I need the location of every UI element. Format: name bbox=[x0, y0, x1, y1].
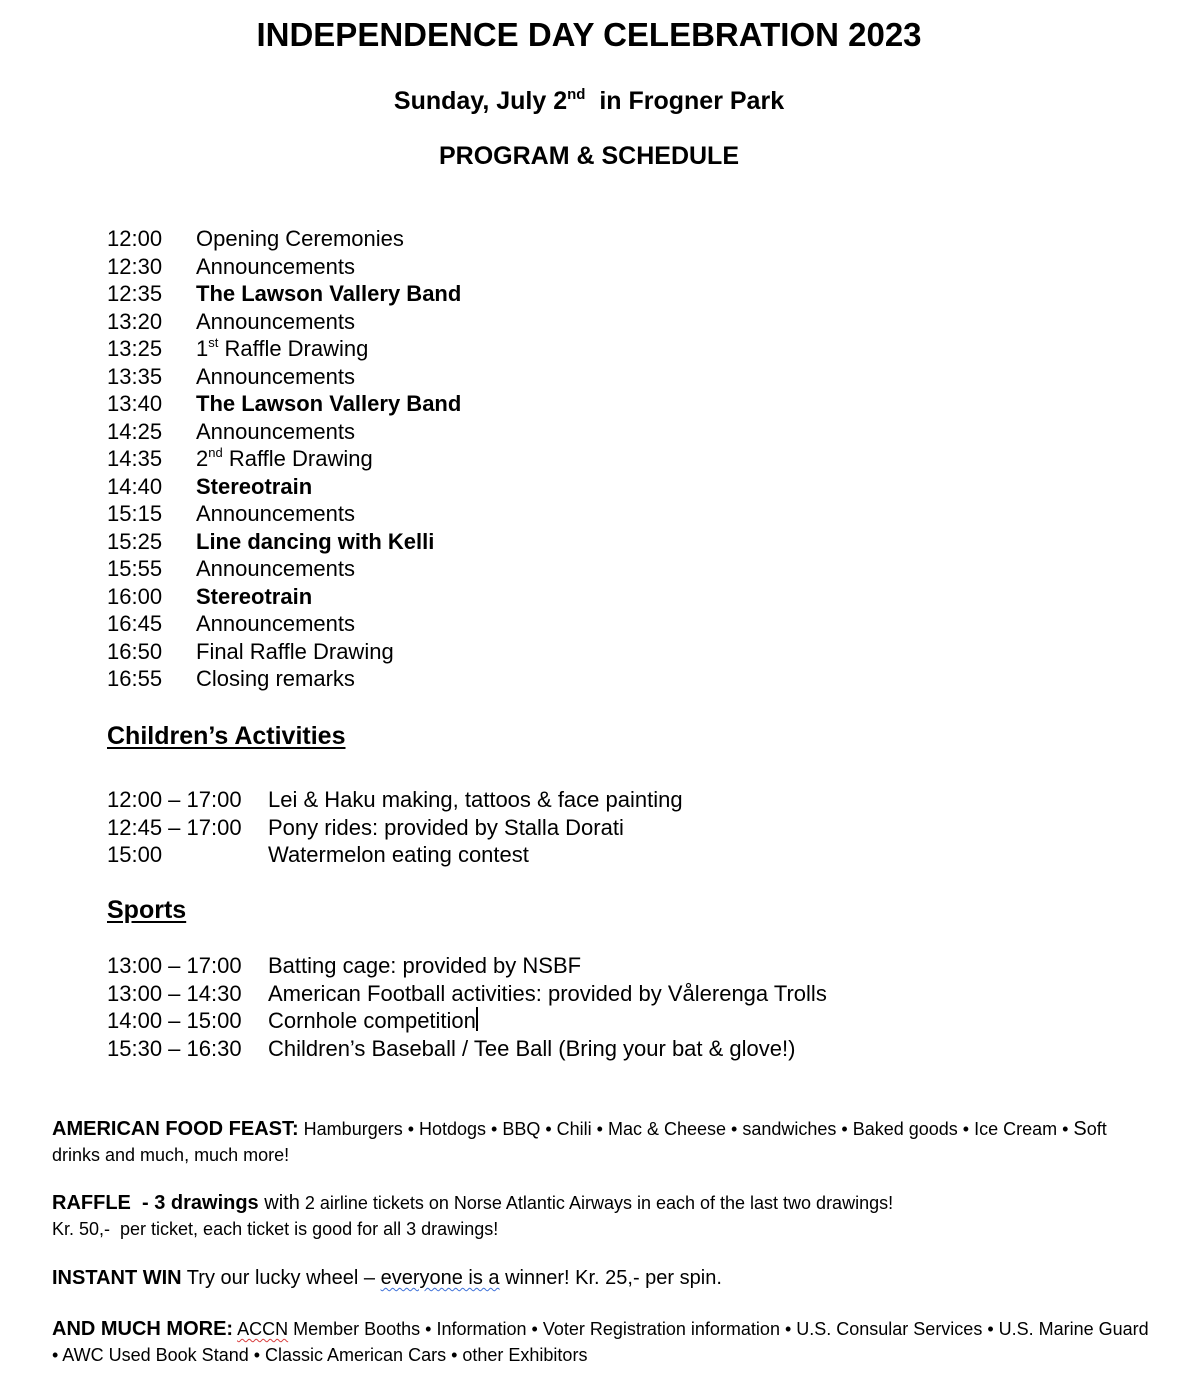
instant-win-paragraph bbox=[52, 1265, 1152, 1291]
schedule-event: Final Raffle Drawing bbox=[196, 638, 394, 664]
schedule-event: Opening Ceremonies bbox=[196, 226, 404, 251]
sports-heading: Sports bbox=[107, 896, 187, 924]
schedule-row bbox=[107, 253, 461, 281]
food-feast-label: AMERICAN FOOD FEAST: bbox=[52, 1118, 299, 1140]
activity-description: Batting cage: provided by NSBF bbox=[268, 953, 582, 978]
activity-time-range: 13:00 – 17:00 bbox=[107, 953, 242, 978]
raffle-prize: 2 airline tickets on Norse Atlantic Airways in each of the last two drawings! bbox=[299, 1193, 894, 1213]
activity-time-range: 15:30 – 16:30 bbox=[107, 1035, 242, 1061]
schedule-event: Closing remarks bbox=[196, 666, 355, 691]
schedule-event bbox=[196, 335, 368, 363]
schedule-time: 15:15 bbox=[107, 501, 163, 526]
much-more-items: Member Booths • Information • Voter Registration information • U.S. Consular Services • U.S. Marine Guard • AWC Used Book Stand • Classic American Cars • other Exhibitors bbox=[52, 1319, 1154, 1365]
activity-row bbox=[107, 952, 827, 980]
schedule-time: 13:25 bbox=[107, 336, 163, 361]
event-date-location bbox=[0, 87, 1178, 116]
schedule-time: 16:00 bbox=[107, 583, 163, 609]
ordinal-suffix: st bbox=[208, 335, 219, 350]
schedule-time: 12:30 bbox=[107, 253, 163, 279]
instant-win-label: INSTANT WIN bbox=[52, 1267, 182, 1289]
activity-description: Pony rides: provided by Stalla Dorati bbox=[268, 814, 624, 840]
sports-list bbox=[107, 952, 827, 1062]
activity-description: Lei & Haku making, tattoos & face painting bbox=[268, 787, 683, 812]
schedule-event: Announcements bbox=[196, 611, 355, 636]
schedule-row bbox=[107, 555, 461, 583]
schedule-time: 13:20 bbox=[107, 308, 163, 334]
schedule-time: 16:45 bbox=[107, 611, 163, 636]
schedule-row bbox=[107, 665, 461, 693]
date-prefix: Sunday, July 2 bbox=[393, 87, 568, 115]
food-feast-items: Hamburgers • Hotdogs • BBQ • Chili • Mac & Cheese • sandwiches • Baked goods • Ice Cream • bbox=[298, 1119, 1074, 1139]
activity-row bbox=[107, 980, 827, 1008]
food-feast-paragraph bbox=[52, 1116, 1152, 1168]
schedule-row bbox=[107, 638, 461, 666]
activity-time-range: 15:00 bbox=[107, 842, 163, 867]
date-ordinal: nd bbox=[567, 86, 586, 103]
schedule-row bbox=[107, 225, 461, 253]
schedule-event: Announcements bbox=[196, 501, 355, 526]
location: in Frogner Park bbox=[585, 87, 785, 115]
activity-time-range: 13:00 – 14:30 bbox=[107, 980, 242, 1006]
schedule-event: The Lawson Vallery Band bbox=[196, 391, 462, 416]
schedule-time: 16:55 bbox=[107, 666, 163, 691]
schedule-time: 13:40 bbox=[107, 391, 163, 416]
activity-row bbox=[107, 1007, 827, 1035]
event-label: Raffle Drawing bbox=[222, 446, 373, 471]
schedule-row bbox=[107, 583, 461, 611]
schedule-event: The Lawson Vallery Band bbox=[196, 281, 462, 306]
program-heading: PROGRAM & SCHEDULE bbox=[438, 142, 739, 170]
activity-row bbox=[107, 786, 683, 814]
schedule-time: 14:35 bbox=[107, 446, 163, 471]
schedule-event: Announcements bbox=[196, 556, 355, 581]
activity-time-range: 12:45 – 17:00 bbox=[107, 814, 242, 840]
raffle-with: with bbox=[258, 1192, 300, 1214]
ordinal-number: 2 bbox=[196, 446, 209, 471]
ordinal-number: 1 bbox=[196, 336, 209, 361]
raffle-ticket-price: Kr. 50,- per ticket, each ticket is good for all 3 drawings! bbox=[52, 1219, 499, 1239]
schedule-time: 12:35 bbox=[107, 281, 163, 306]
spelling-flagged-word[interactable]: ACCN bbox=[237, 1319, 289, 1339]
schedule-time: 12:00 bbox=[107, 226, 163, 251]
activity-time-range: 14:00 – 15:00 bbox=[107, 1008, 242, 1033]
activity-description: Cornhole competition bbox=[268, 1008, 476, 1033]
schedule-row bbox=[107, 280, 461, 308]
schedule-event: Stereotrain bbox=[196, 583, 313, 609]
activity-row bbox=[107, 814, 683, 842]
food-feast-s: S bbox=[1073, 1118, 1087, 1140]
raffle-label: RAFFLE - 3 drawings bbox=[52, 1192, 259, 1214]
schedule-row bbox=[107, 308, 461, 336]
schedule-row bbox=[107, 445, 461, 473]
much-more-paragraph bbox=[52, 1316, 1152, 1368]
schedule-time: 14:25 bbox=[107, 418, 163, 444]
grammar-flagged-text[interactable]: everyone is a bbox=[380, 1267, 500, 1289]
schedule-time: 13:35 bbox=[107, 363, 163, 389]
activity-description: Watermelon eating contest bbox=[268, 842, 529, 867]
schedule-row bbox=[107, 418, 461, 446]
schedule-time: 15:55 bbox=[107, 556, 163, 581]
schedule-row bbox=[107, 528, 461, 556]
activity-time-range: 12:00 – 17:00 bbox=[107, 787, 242, 812]
activity-description: Children’s Baseball / Tee Ball (Bring your bat & glove!) bbox=[268, 1035, 796, 1061]
schedule-event: Announcements bbox=[196, 363, 355, 389]
document-title: INDEPENDENCE DAY CELEBRATION 2023 bbox=[256, 16, 922, 53]
instant-win-text: Try our lucky wheel – bbox=[181, 1267, 381, 1289]
schedule-event: Line dancing with Kelli bbox=[196, 528, 435, 554]
raffle-paragraph bbox=[52, 1190, 1152, 1242]
schedule-row bbox=[107, 335, 461, 363]
schedule-event: Announcements bbox=[196, 308, 355, 334]
schedule-event: Stereotrain bbox=[196, 473, 313, 499]
schedule-event: Announcements bbox=[196, 253, 355, 279]
event-label: Raffle Drawing bbox=[218, 336, 369, 361]
children-activities-list bbox=[107, 786, 683, 869]
schedule-row bbox=[107, 473, 461, 501]
schedule-time: 14:40 bbox=[107, 473, 163, 499]
schedule-row bbox=[107, 390, 461, 418]
ordinal-suffix: nd bbox=[208, 445, 223, 460]
activity-row bbox=[107, 841, 683, 869]
instant-win-price: winner! Kr. 25,- per spin. bbox=[499, 1267, 722, 1289]
program-schedule bbox=[107, 225, 461, 693]
schedule-row bbox=[107, 610, 461, 638]
schedule-event: Announcements bbox=[196, 418, 355, 444]
schedule-event bbox=[196, 445, 373, 473]
schedule-time: 15:25 bbox=[107, 528, 163, 554]
schedule-row bbox=[107, 363, 461, 391]
food-feast-more: oft drinks and much, much more! bbox=[52, 1119, 1107, 1165]
text-cursor bbox=[476, 1007, 478, 1031]
schedule-row bbox=[107, 500, 461, 528]
activity-description: American Football activities: provided by Vålerenga Trolls bbox=[268, 980, 827, 1006]
activity-row bbox=[107, 1035, 827, 1063]
much-more-label: AND MUCH MORE: bbox=[52, 1318, 234, 1340]
schedule-time: 16:50 bbox=[107, 638, 163, 664]
children-activities-heading: Children’s Activities bbox=[107, 722, 346, 750]
